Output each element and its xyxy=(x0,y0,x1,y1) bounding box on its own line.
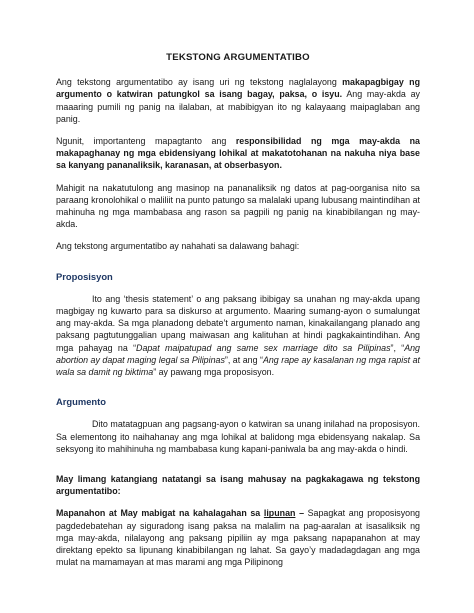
italic-quote: Dapat maipatupad ang same sex marriage dito sa Pilipinas xyxy=(136,342,391,353)
text-run: ”, “ xyxy=(390,342,405,353)
bold-text-run: Mapanahon at May mabigat na kahalagahan sa xyxy=(56,508,264,519)
bold-text-run: responsibilidad ng mga may-akda na makapaghanay ng mga ebidensiyang lohikal at makatotohanan na nakuha niya base sa kanyang pananaliksik, karanasan, at obserbasyon. xyxy=(56,136,420,171)
text-run: Ang tekstong argumentatibo ay isang uri ng tekstong naglalayong xyxy=(56,77,343,88)
argumento-paragraph: Dito matatagpuan ang pagsang-ayon o katwiran sa unang inilahad na proposisyon. Sa elementong ito naihahanay ang mga lohikal at balidong mga ebidensyang nakalap. Sa seksyong ito mahihinuha ng mambabasa kung kapani-paniwala ba ang may-akda o hindi. xyxy=(56,419,420,454)
text-run: Ang may-akda ay maaaring pumili ng panig na ilalaban, at mabibigyan ito ng kalayaang maipaglaban ang panig. xyxy=(56,89,420,124)
underlined-text: lipunan xyxy=(263,508,296,519)
bold-text-run: makapagbigay ng argumento o katwiran patungkol sa isang bagay, paksa, o isyu. xyxy=(56,77,421,100)
text-run: Sapagkat ang proposisyong pagdedebatehan ay siguradong isang paksa na malalim na pag-aaralan at isasaliksik ng mga may-akda, nilalayong ang paksang pipiliin ay mga paksang napapanahon at may direktang epekto sa lipunang kinabibilangan ng lahat. Sa gayo’y madadagdagan ang mga mulat na mamamayan at mas marami ang mga Pilipinong xyxy=(56,508,420,568)
section-heading-proposisyon: Proposisyon xyxy=(56,270,113,282)
parts-intro-paragraph: Ang tekstong argumentatibo ay nahahati sa dalawang bahagi: xyxy=(56,241,300,252)
intro-paragraph xyxy=(56,76,420,125)
text-run: ”, at ang “ xyxy=(224,354,263,365)
research-paragraph: Mahigit na nakatutulong ang masinop na pananaliksik ng datos at pag-oorganisa nito sa paraang kronolohikal o maliliit na punto patungo sa malalaki upang lubusang maintindihan at mahinuha ng mga mambabasa ang rason sa pagpili ng panig na kinabibilangan ng may-akda. xyxy=(56,182,420,230)
characteristic-paragraph xyxy=(56,507,420,568)
bold-text-run: – xyxy=(295,508,308,519)
text-run: ” ay pawang mga proposisyon. xyxy=(153,367,275,378)
responsibility-paragraph xyxy=(56,135,420,172)
text-run: Ngunit, importanteng mapagtanto ang xyxy=(56,136,236,147)
characteristics-intro: May limang katangiang natatangi sa isang mahusay na pagkakagawa ng tekstong argumentatibo: xyxy=(56,474,420,497)
document-title: TEKSTONG ARGUMENTATIBO xyxy=(166,52,310,63)
italic-quote: Ang rape ay kasalanan ng mga rapist at wala sa damit ng biktima xyxy=(56,354,421,378)
section-heading-argumento: Argumento xyxy=(56,396,106,408)
italic-quote: Ang abortion ay dapat maging legal sa Pilipinas xyxy=(56,342,420,365)
proposisyon-paragraph xyxy=(56,293,420,378)
text-run: Ito ang ‘thesis statement’ o ang paksang ibibigay sa unahan ng may-akda upang magbigay ng kuwarto para sa diskurso at argumento. Maaring sumang-ayon o sumalungat ang may-akda. Sa mga planadong debate’t argumento naman, kinakailangang planado ang paksang pagtutunggalian upang maiwasan ang kalituhan at hindi pagkakaintindihan. Ang mga pahayag na “ xyxy=(56,293,420,353)
